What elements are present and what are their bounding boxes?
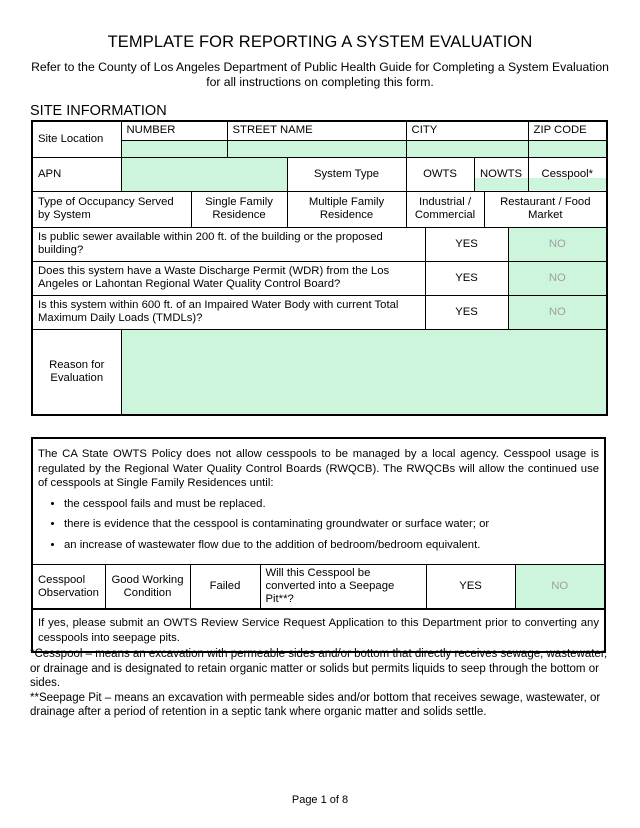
zip-code-input[interactable] [528, 140, 607, 157]
cesspool-option[interactable] [528, 157, 607, 191]
convert-no-option[interactable]: NO [515, 565, 604, 609]
policy-bullets [38, 497, 599, 553]
cesspool-observation-table [33, 564, 604, 609]
restaurant-option[interactable]: Restaurant / Food Market [484, 191, 607, 227]
number-label: NUMBER [121, 121, 227, 140]
apn-input[interactable] [121, 157, 287, 191]
tmdl-yes-option[interactable]: YES [425, 295, 508, 329]
city-label: CITY [406, 121, 528, 140]
single-family-option[interactable]: Single Family Residence [191, 191, 287, 227]
wdr-yes-option[interactable]: YES [425, 261, 508, 295]
conversion-note: If yes, please submit an OWTS Review Service Request Application to this Department prior to converting any cesspools into seepage pits. [33, 609, 604, 651]
reason-input[interactable] [121, 329, 607, 415]
subtitle-line-2: for all instructions on completing this form. [206, 75, 434, 89]
page-subtitle [30, 60, 610, 90]
street-name-label: STREET NAME [227, 121, 406, 140]
page-title: TEMPLATE FOR REPORTING A SYSTEM EVALUATION [107, 33, 533, 51]
nowts-option[interactable] [474, 157, 528, 191]
sewer-no-option[interactable]: NO [508, 227, 607, 261]
convert-question: Will this Cesspool be converted into a Seepage Pit**? [260, 565, 426, 609]
good-condition-option[interactable]: Good Working Condition [105, 565, 190, 609]
wdr-question: Does this system have a Waste Discharge Permit (WDR) from the Los Angeles or Lahontan Regional Water Quality Control Board? [32, 261, 425, 295]
occupancy-label: Type of Occupancy Served by System [32, 191, 191, 227]
seepage-pit-definition: **Seepage Pit – means an excavation with permeable sides and/or bottom that receives sewage, wastewater, or drainage after a period of retention in a septic tank where organic matter and solids settle. [30, 691, 601, 718]
policy-bullet-2: • there is evidence that the cesspool is contaminating groundwater or surface water; or [64, 517, 599, 532]
wdr-no-option[interactable]: NO [508, 261, 607, 295]
zip-code-label: ZIP CODE [528, 121, 607, 140]
definitions [30, 647, 610, 720]
policy-bullet-3: • an increase of wastewater flow due to the addition of bedroom/bedroom equivalent. [64, 538, 599, 553]
city-input[interactable] [406, 140, 528, 157]
nowts-label: NOWTS [480, 167, 523, 180]
number-input[interactable] [121, 140, 227, 157]
sewer-yes-option[interactable]: YES [425, 227, 508, 261]
page-number: Page 1 of 8 [291, 794, 349, 806]
site-information-heading: SITE INFORMATION [30, 103, 167, 119]
observation-label: Cesspool Observation [33, 565, 105, 609]
street-name-input[interactable] [227, 140, 406, 157]
policy-text-block [33, 439, 604, 564]
tmdl-question: Is this system within 600 ft. of an Impaired Water Body with current Total Maximum Daily Loads (TMDLs)? [32, 295, 425, 329]
policy-bullet-1: • the cesspool fails and must be replaced. [64, 497, 599, 512]
tmdl-no-option[interactable]: NO [508, 295, 607, 329]
cesspool-label: Cesspool* [541, 167, 594, 180]
policy-text: The CA State OWTS Policy does not allow cesspools to be managed by a local agency. Cesspool usage is regulated by the Regional Water Quality Control Boards (RWQCB). The RWQCBs will allow the continued use of cesspools at Single Family Residences until: [38, 448, 599, 489]
subtitle-line-1: Refer to the County of Los Angeles Department of Public Health Guide for Completing a System Evaluation [31, 60, 609, 74]
industrial-option[interactable]: Industrial / Commercial [406, 191, 484, 227]
cesspool-definition: *Cesspool – means an excavation with permeable sides and/or bottom that directly receives sewage, wastewater, or drainage and is designated to retain organic matter or solids but permits liquids to seep through the bottom or sides. [30, 648, 608, 689]
system-type-label: System Type [287, 157, 406, 191]
reason-label: Reason for Evaluation [32, 329, 121, 415]
failed-option[interactable]: Failed [190, 565, 260, 609]
multiple-family-option[interactable]: Multiple Family Residence [287, 191, 406, 227]
owts-option[interactable]: OWTS [406, 157, 474, 191]
convert-yes-option[interactable]: YES [426, 565, 515, 609]
site-information-table [31, 120, 608, 416]
site-location-label: Site Location [32, 121, 121, 157]
cesspool-policy-box [31, 437, 606, 653]
sewer-question: Is public sewer available within 200 ft. of the building or the proposed building? [32, 227, 425, 261]
apn-label: APN [32, 157, 121, 191]
